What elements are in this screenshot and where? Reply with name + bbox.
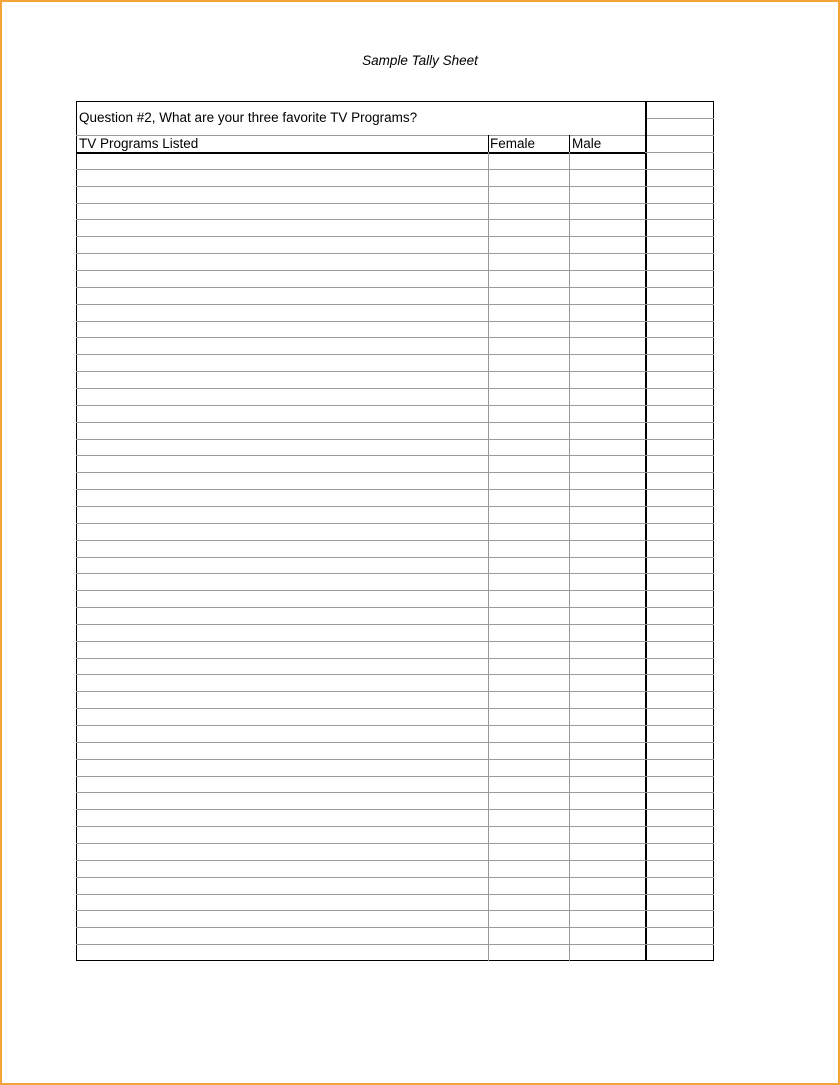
table-row-rule xyxy=(76,489,714,490)
side-column-rule xyxy=(645,118,714,119)
table-row-rule xyxy=(76,826,714,827)
table-row-rule xyxy=(76,573,714,574)
page-title: Sample Tally Sheet xyxy=(362,53,478,68)
column-header-male: Male xyxy=(572,136,602,151)
table-row-rule xyxy=(76,270,714,271)
table-row-rule xyxy=(76,742,714,743)
column-header-programs: TV Programs Listed xyxy=(79,136,199,151)
side-column-rule xyxy=(645,135,714,136)
table-row-rule xyxy=(76,894,714,895)
table-row-rule xyxy=(76,708,714,709)
table-row-rule xyxy=(76,759,714,760)
table-row-rule xyxy=(76,472,714,473)
table-row-rule xyxy=(76,506,714,507)
table-row-rule xyxy=(76,388,714,389)
table-row-rule xyxy=(76,219,714,220)
table-row-rule xyxy=(76,877,714,878)
table-row-rule xyxy=(76,776,714,777)
table-row-rule xyxy=(76,624,714,625)
table-row-rule xyxy=(76,792,714,793)
table-row-rule xyxy=(76,557,714,558)
male-column-divider xyxy=(569,135,570,961)
table-row-rule xyxy=(76,287,714,288)
table-row-rule xyxy=(76,321,714,322)
table-row-rule xyxy=(76,674,714,675)
column-header-female: Female xyxy=(490,136,536,151)
table-row-rule xyxy=(76,658,714,659)
table-row-rule xyxy=(76,236,714,237)
table-row-rule xyxy=(76,590,714,591)
table-row-rule xyxy=(76,944,714,945)
table-row-rule xyxy=(76,422,714,423)
table-row-rule xyxy=(76,371,714,372)
table-row-rule xyxy=(76,455,714,456)
table-row-rule xyxy=(76,439,714,440)
header-divider xyxy=(76,135,645,136)
table-row-rule xyxy=(76,337,714,338)
table-row-rule xyxy=(76,203,714,204)
table-row-rule xyxy=(76,860,714,861)
column-header-underline xyxy=(76,152,645,154)
table-row-rule xyxy=(76,843,714,844)
male-header-divider xyxy=(569,135,570,152)
table-row-rule xyxy=(76,186,714,187)
table-row-rule xyxy=(76,641,714,642)
question-text: Question #2, What are your three favorite TV Programs? xyxy=(79,110,418,125)
table-row-rule xyxy=(76,405,714,406)
side-column-rule xyxy=(645,152,714,153)
table-row-rule xyxy=(76,354,714,355)
table-row-rule xyxy=(76,169,714,170)
table-row-rule xyxy=(76,304,714,305)
table-row-rule xyxy=(76,607,714,608)
female-header-divider xyxy=(488,135,489,152)
tally-table xyxy=(76,101,714,961)
table-row-rule xyxy=(76,910,714,911)
table-row-rule xyxy=(76,253,714,254)
table-row-rule xyxy=(76,809,714,810)
table-row-rule xyxy=(76,725,714,726)
table-row-rule xyxy=(76,523,714,524)
female-column-divider xyxy=(488,135,489,961)
table-row-rule xyxy=(76,540,714,541)
side-column-divider xyxy=(645,101,647,961)
table-row-rule xyxy=(76,691,714,692)
table-row-rule xyxy=(76,927,714,928)
